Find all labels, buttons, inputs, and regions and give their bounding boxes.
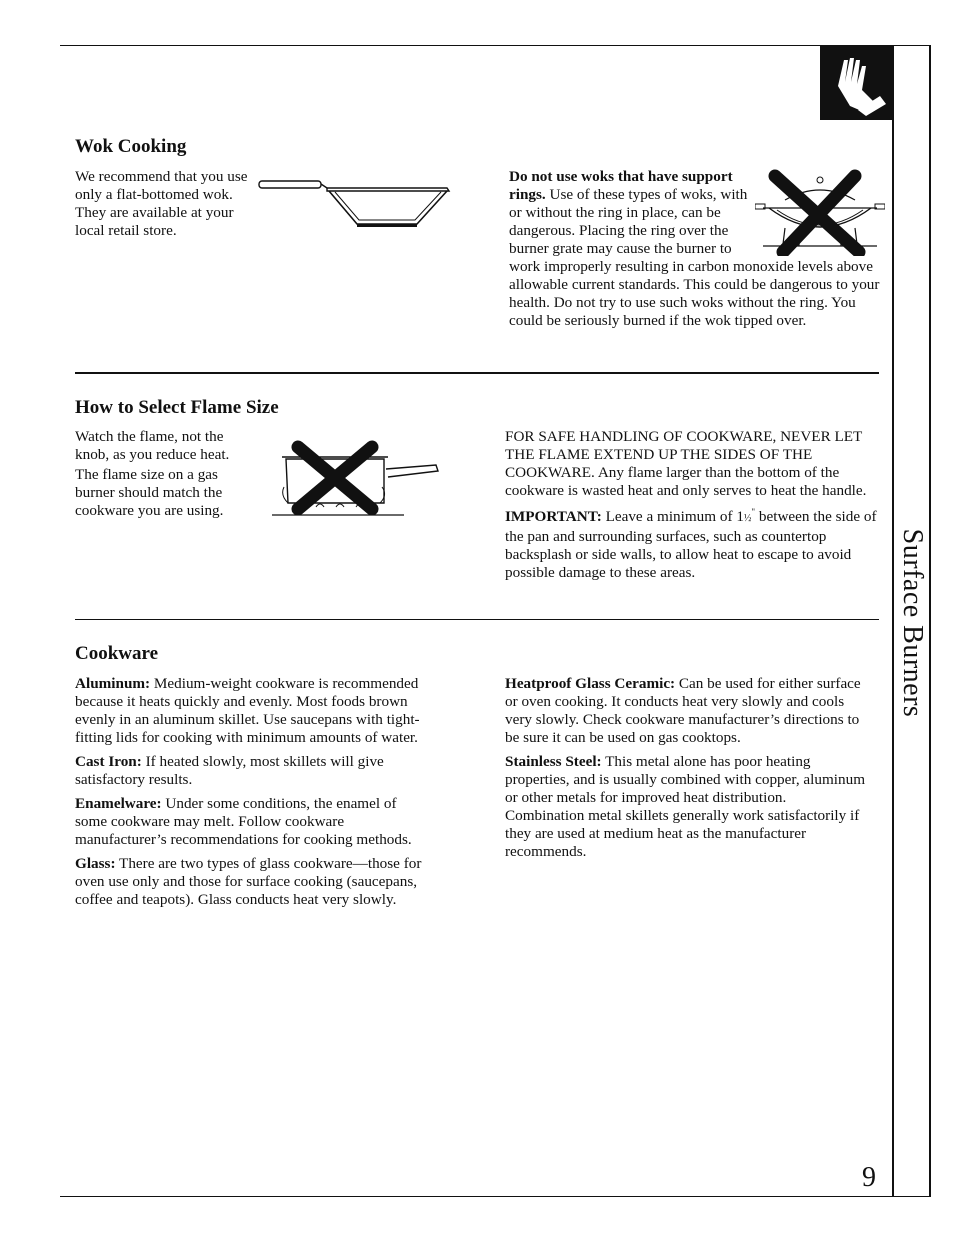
stainless-steel-label: Stainless Steel:	[505, 753, 602, 770]
sidebar-left-rule	[892, 45, 894, 1197]
wok-warning-bold: Do not use woks that have support rings.	[509, 168, 733, 203]
cookware-aluminum	[75, 675, 430, 747]
important-text-before: Leave a minimum of 1	[601, 508, 744, 526]
side-tab-title: Surface Burners	[897, 528, 928, 718]
page-number: 9	[862, 1162, 876, 1193]
cast-iron-text: If heated slowly, most skillets will give satisfactory results.	[75, 753, 384, 788]
glass-text: There are two types of glass cookware—those for oven use only and those for surface cooking (saucepans, coffee and teapots). Glass conducts heat very slowly.	[75, 855, 422, 908]
enamelware-text: Under some conditions, the enamel of some cookware may melt. Follow cookware manufacturer’s recommendations for cooking methods.	[75, 795, 412, 848]
section-divider-1	[75, 372, 879, 374]
flame-size-title: How to Select Flame Size	[75, 397, 279, 418]
stainless-steel-text: This metal alone has poor heating properties, and is usually combined with copper, aluminum or other metals for improved heat distribution. Combination metal skillets generally work satisfactorily if they are used at medium heat as the manufacturer recommends.	[505, 753, 866, 860]
cookware-right-column	[505, 675, 867, 867]
sidebar-right-rule	[929, 45, 931, 1197]
oversized-flame-pan-illustration	[268, 437, 443, 519]
flame-size-intro-2: The flame size on a gas burner should match the cookware you are using.	[75, 466, 224, 519]
flame-size-intro-1: Watch the flame, not the knob, as you reduce heat.	[75, 428, 230, 463]
enamelware-label: Enamelware:	[75, 795, 162, 812]
important-label: IMPORTANT:	[505, 508, 602, 526]
flat-bottom-wok-illustration	[257, 174, 452, 232]
cookware-glass	[75, 855, 430, 909]
cookware-heatproof-glass-ceramic	[505, 675, 867, 747]
wok-cooking-intro: We recommend that you use only a flat-bottomed wok. They are available at your local retail store.	[75, 168, 248, 239]
cookware-stainless-steel	[505, 753, 867, 861]
aluminum-text: Medium-weight cookware is recommended because it heats quickly and evenly. Most foods brown evenly in an aluminum skillet. Use saucepans with tight-fitting lids for cooking with minimum amounts of water.	[75, 675, 420, 746]
aluminum-label: Aluminum:	[75, 675, 151, 692]
wok-cooking-title: Wok Cooking	[75, 136, 187, 157]
wok-support-ring-warning	[509, 168, 884, 330]
heatproof-glass-ceramic-text: Can be used for either surface or oven cooking. It conducts heat very slowly and cools very slowly. Check cookware manufacturer’s directions to be sure it can be used on gas cooktops.	[505, 675, 861, 746]
bottom-rule	[60, 1196, 930, 1197]
flame-size-intro	[75, 428, 257, 520]
flame-size-caution: FOR SAFE HANDLING OF COOKWARE, NEVER LET THE FLAME EXTEND UP THE SIDES OF THE COOKWARE. Any flame larger than the bottom of the cookware is wasted heat and only serves to heat the handle.	[505, 428, 867, 499]
important-fraction: ½	[743, 513, 752, 525]
hand-icon	[820, 46, 892, 120]
cookware-left-column	[75, 675, 430, 915]
cookware-cast-iron	[75, 753, 430, 789]
important-text-after: between the side of the pan and surrounding surfaces, such as countertop backsplash or side walls, to allow heat to escape to avoid possible damage to these areas.	[505, 508, 877, 582]
flame-size-details	[505, 428, 883, 588]
top-rule	[60, 45, 930, 46]
warning-illustration-spacer	[754, 168, 884, 256]
cast-iron-label: Cast Iron:	[75, 753, 142, 770]
cookware-enamelware	[75, 795, 430, 849]
heatproof-glass-ceramic-label: Heatproof Glass Ceramic:	[505, 675, 676, 692]
section-divider-2	[75, 619, 879, 620]
wok-warning-text: Use of these types of woks, with or without the ring in place, can be dangerous. Placing the ring over the burner grate may cause the burner to work improperly resulting in carbon monoxide levels above allowable current standards. This could be dangerous to your health. Do not try to use such woks without the ring. You could be seriously burned if the wok tipped over.	[509, 186, 880, 329]
cookware-title: Cookware	[75, 643, 159, 664]
glass-label: Glass:	[75, 855, 116, 872]
flame-size-important	[505, 503, 883, 582]
important-inch-mark: "	[751, 507, 756, 517]
